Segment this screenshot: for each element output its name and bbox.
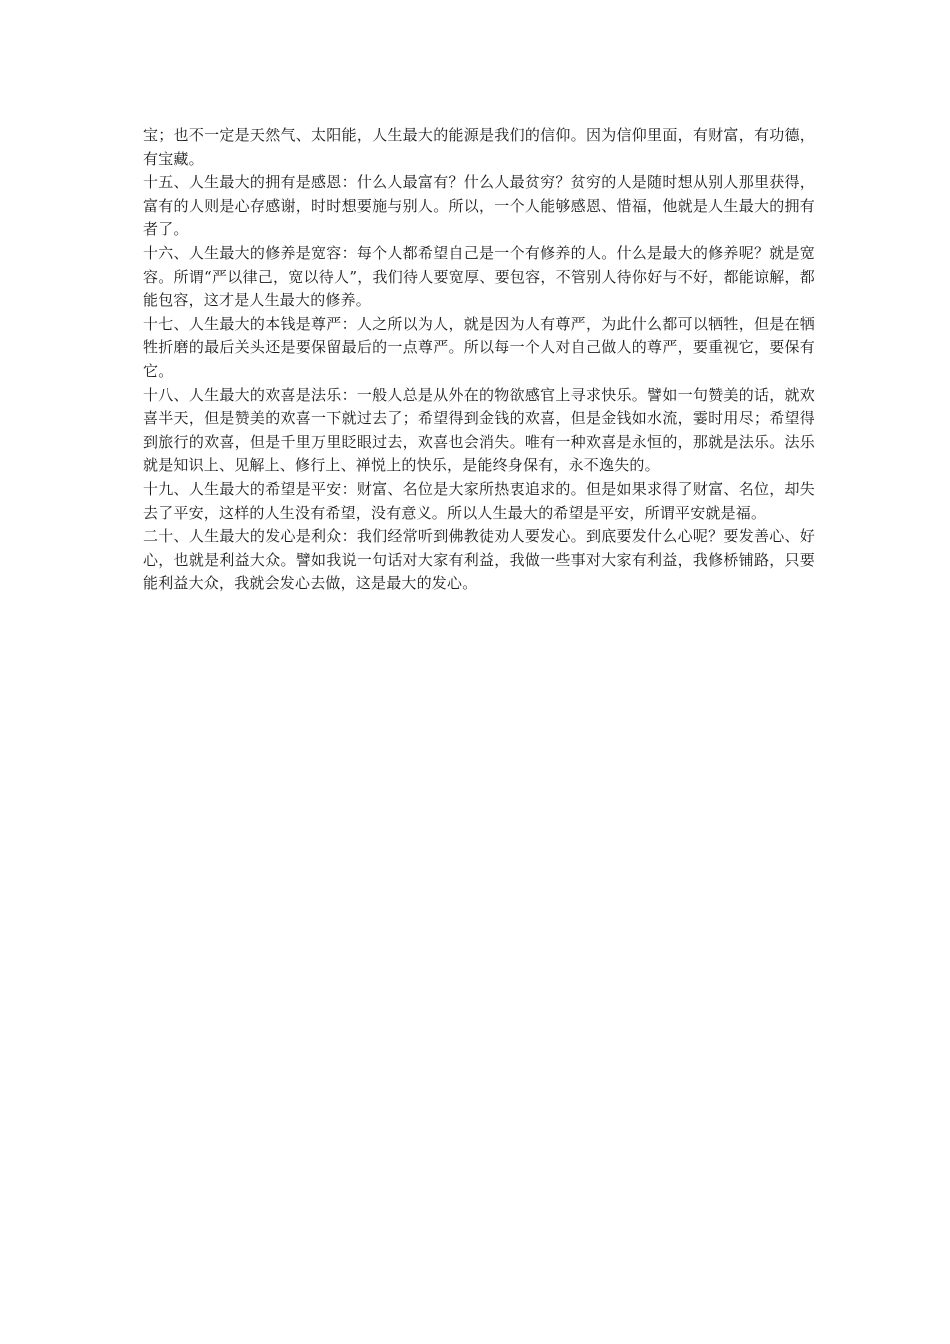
paragraph-20-benefit-all: 二十、人生最大的发心是利众：我们经常听到佛教徒劝人要发心。到底要发什么心呢？要发善心、好心，也就是利益大众。譬如我说一句话对大家有利益，我做一些事对大家有利益，我修桥铺路，只要能利益大众，我就会发心去做，这是最大的发心。 (143, 527, 815, 593)
paragraph-15-gratitude: 十五、人生最大的拥有是感恩：什么人最富有？什么人最贫穷？贫穷的人是随时想从别人那里获得，富有的人则是心存感谢，时时想要施与别人。所以，一个人能够感恩、惜福，他就是人生最大的拥有者了。 (143, 173, 815, 239)
document-body (143, 124, 815, 596)
paragraph-17-dignity: 十七、人生最大的本钱是尊严：人之所以为人，就是因为人有尊严，为此什么都可以牺牲，但是在牺牲折磨的最后关头还是要保留最后的一点尊严。所以每一个人对自己做人的尊严，要重视它，要保有它。 (143, 314, 815, 380)
paragraph-18-dharma-joy: 十八、人生最大的欢喜是法乐：一般人总是从外在的物欲感官上寻求快乐。譬如一句赞美的话，就欢喜半天，但是赞美的欢喜一下就过去了；希望得到金钱的欢喜，但是金钱如水流，霎时用尽；希望得到旅行的欢喜，但是千里万里眨眼过去，欢喜也会消失。唯有一种欢喜是永恒的，那就是法乐。法乐就是知识上、见解上、修行上、禅悦上的快乐，是能终身保有，永不逸失的。 (143, 385, 815, 475)
paragraph-energy-continuation: 宝；也不一定是天然气、太阳能，人生最大的能源是我们的信仰。因为信仰里面，有财富，有功德，有宝藏。 (143, 126, 815, 168)
paragraph-19-peace: 十九、人生最大的希望是平安：财富、名位是大家所热衷追求的。但是如果求得了财富、名位，却失去了平安，这样的人生没有希望，没有意义。所以人生最大的希望是平安，所谓平安就是福。 (143, 479, 815, 522)
paragraph-16-tolerance: 十六、人生最大的修养是宽容：每个人都希望自己是一个有修养的人。什么是最大的修养呢？就是宽容。所谓“严以律己，宽以待人”，我们待人要宽厚、要包容，不管别人待你好与不好，都能谅解，都能包容，这才是人生最大的修养。 (143, 243, 815, 310)
